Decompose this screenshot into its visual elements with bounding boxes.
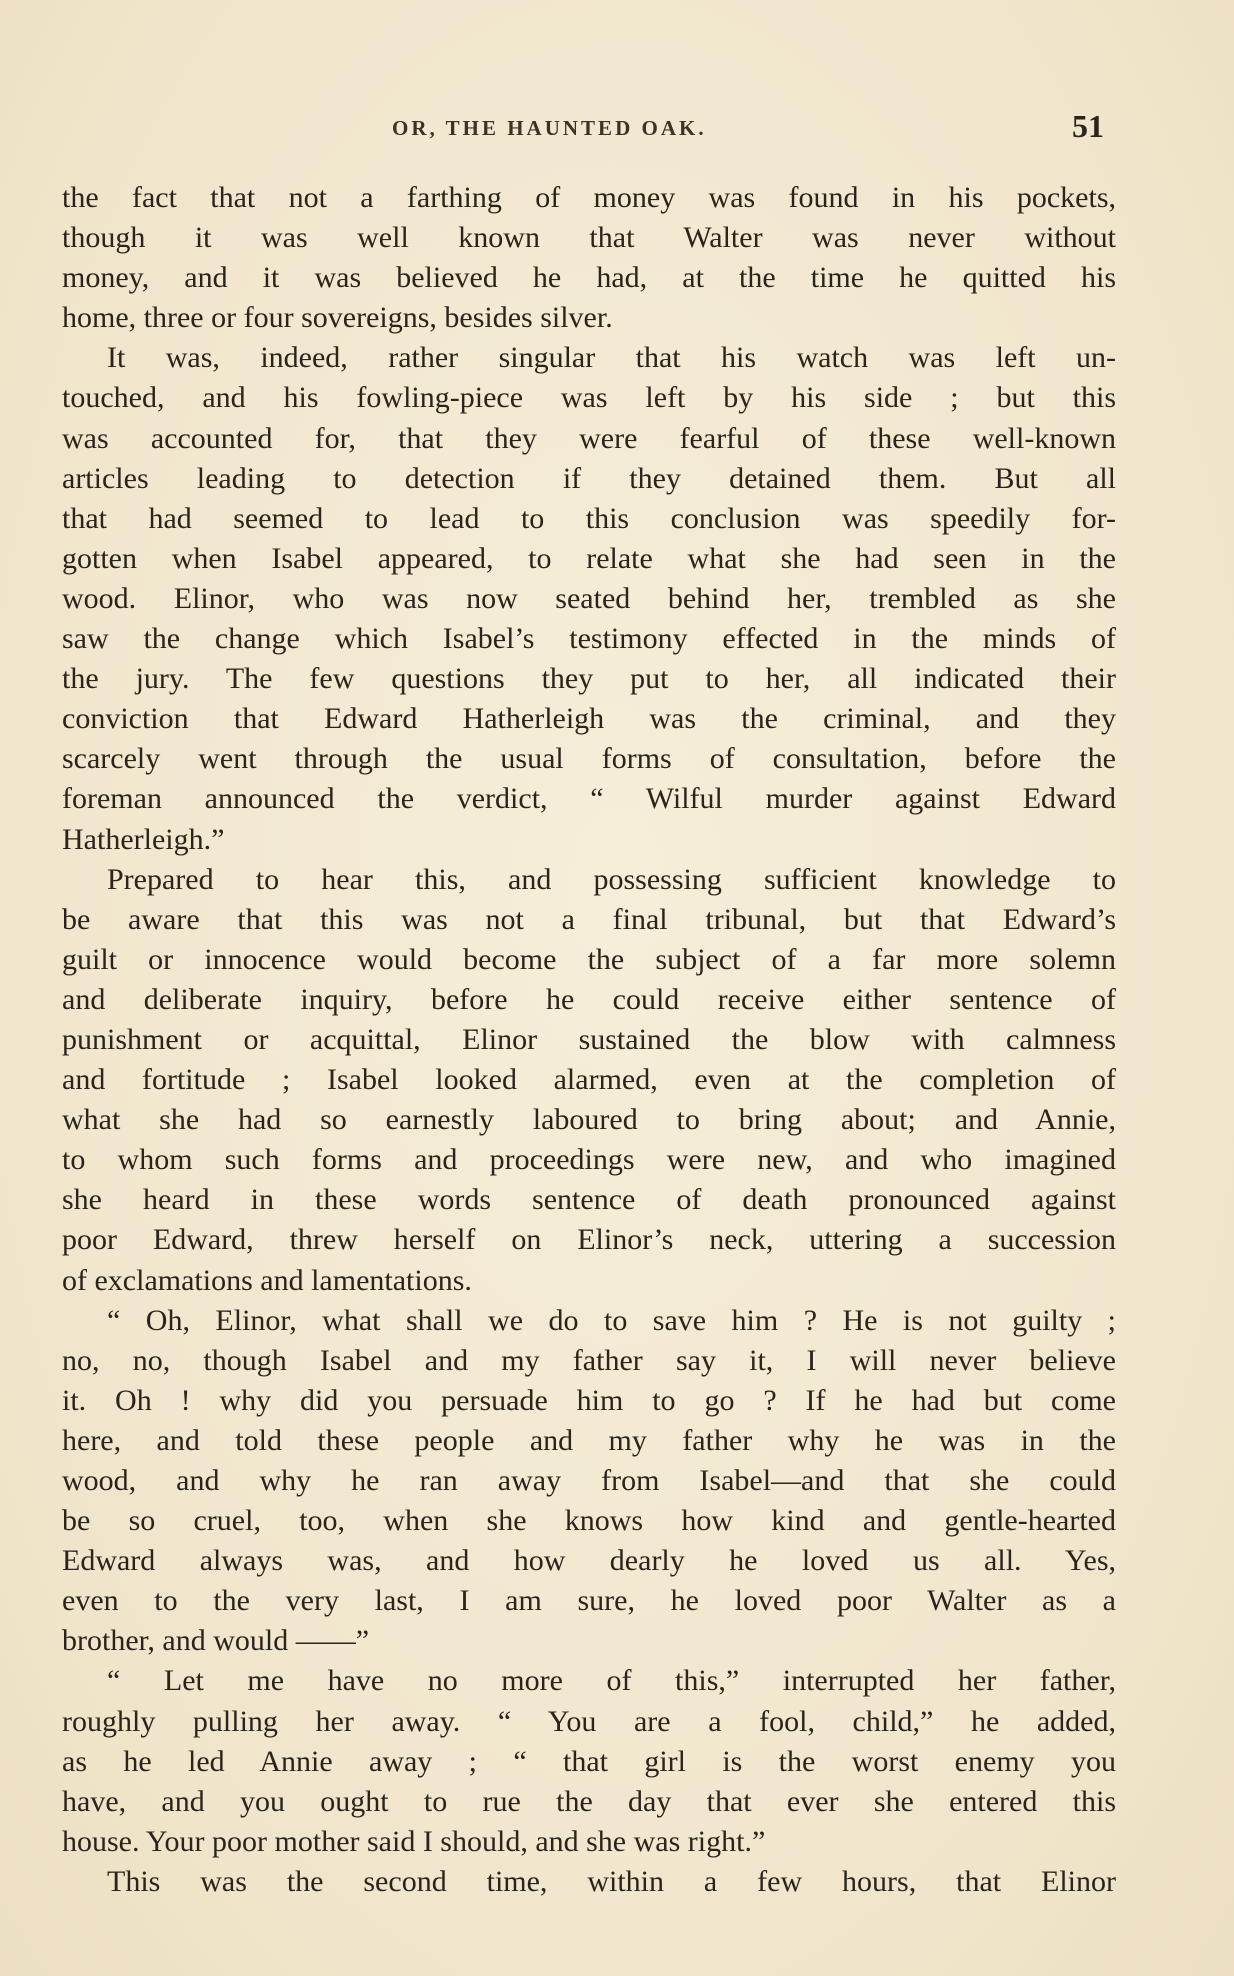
text-line: to whom such forms and proceedings were new, and who imagined [62, 1143, 1116, 1177]
text-line: no, no, though Isabel and my father say it, I will never believe [62, 1343, 1116, 1377]
text-line: foreman announced the verdict, “ Wilful murder against Edward [62, 782, 1116, 816]
text-line: money, and it was believed he had, at the time he quitted his [62, 261, 1116, 295]
paragraph-start: “ Let me have no more of this,” interrupted her father, [107, 1664, 1116, 1698]
text-line: conviction that Edward Hatherleigh was the criminal, and they [62, 702, 1116, 736]
text-line: be aware that this was not a final tribunal, but that Edward’s [62, 902, 1116, 936]
paragraph-start: Prepared to hear this, and possessing sufficient knowledge to [107, 862, 1116, 896]
text-line: wood. Elinor, who was now seated behind her, trembled as she [62, 581, 1116, 615]
text-line: guilt or innocence would become the subject of a far more solemn [62, 942, 1116, 976]
text-line: scarcely went through the usual forms of consultation, before the [62, 742, 1116, 776]
text-line: saw the change which Isabel’s testimony effected in the minds of [62, 622, 1116, 656]
body-text [62, 178, 1116, 1902]
text-line: Hatherleigh.” [62, 822, 225, 856]
text-line: house. Your poor mother said I should, and she was right.” [62, 1824, 766, 1858]
text-line: Edward always was, and how dearly he loved us all. Yes, [62, 1544, 1116, 1578]
paragraph-start: This was the second time, within a few hours, that Elinor [107, 1864, 1116, 1898]
text-line: and deliberate inquiry, before he could receive either sentence of [62, 982, 1116, 1016]
text-line: here, and told these people and my father why he was in the [62, 1423, 1116, 1457]
text-line: have, and you ought to rue the day that ever she entered this [62, 1784, 1116, 1818]
text-line: as he led Annie away ; “ that girl is the worst enemy you [62, 1744, 1116, 1778]
text-line: punishment or acquittal, Elinor sustained the blow with calmness [62, 1022, 1116, 1056]
text-line: gotten when Isabel appeared, to relate what she had seen in the [62, 541, 1116, 575]
text-line: articles leading to detection if they detained them. But all [62, 461, 1116, 495]
text-line: it. Oh ! why did you persuade him to go ? If he had but come [62, 1383, 1116, 1417]
text-line: though it was well known that Walter was never without [62, 221, 1116, 255]
text-line: the fact that not a farthing of money was found in his pockets, [62, 181, 1116, 214]
running-title: OR, THE HAUNTED OAK. [392, 116, 707, 140]
text-line: wood, and why he ran away from Isabel—and that she could [62, 1464, 1116, 1497]
text-line: home, three or four sovereigns, besides silver. [62, 301, 613, 335]
running-head [0, 108, 1234, 148]
text-line: what she had so earnestly laboured to bring about; and Annie, [62, 1103, 1116, 1137]
text-line: brother, and would ——” [62, 1624, 370, 1658]
text-line: roughly pulling her away. “ You are a fool, child,” he added, [62, 1704, 1116, 1738]
page-number: 51 [1072, 108, 1104, 144]
text-line: she heard in these words sentence of death pronounced against [62, 1183, 1116, 1217]
text-line: the jury. The few questions they put to her, all indicated their [62, 662, 1116, 696]
text-line: of exclamations and lamentations. [62, 1263, 472, 1297]
text-line: was accounted for, that they were fearful of these well-known [62, 421, 1116, 455]
paragraph-start: “ Oh, Elinor, what shall we do to save him ? He is not guilty ; [107, 1303, 1116, 1337]
text-line: that had seemed to lead to this conclusion was speedily for- [62, 501, 1116, 535]
text-line: and fortitude ; Isabel looked alarmed, even at the completion of [62, 1063, 1116, 1097]
text-line: even to the very last, I am sure, he loved poor Walter as a [62, 1584, 1116, 1618]
text-line: touched, and his fowling-piece was left by his side ; but this [62, 381, 1116, 415]
paragraph-start: It was, indeed, rather singular that his watch was left un- [107, 341, 1116, 375]
text-line: be so cruel, too, when she knows how kind and gentle-hearted [62, 1504, 1116, 1538]
text-line: poor Edward, threw herself on Elinor’s neck, uttering a succession [62, 1223, 1116, 1257]
